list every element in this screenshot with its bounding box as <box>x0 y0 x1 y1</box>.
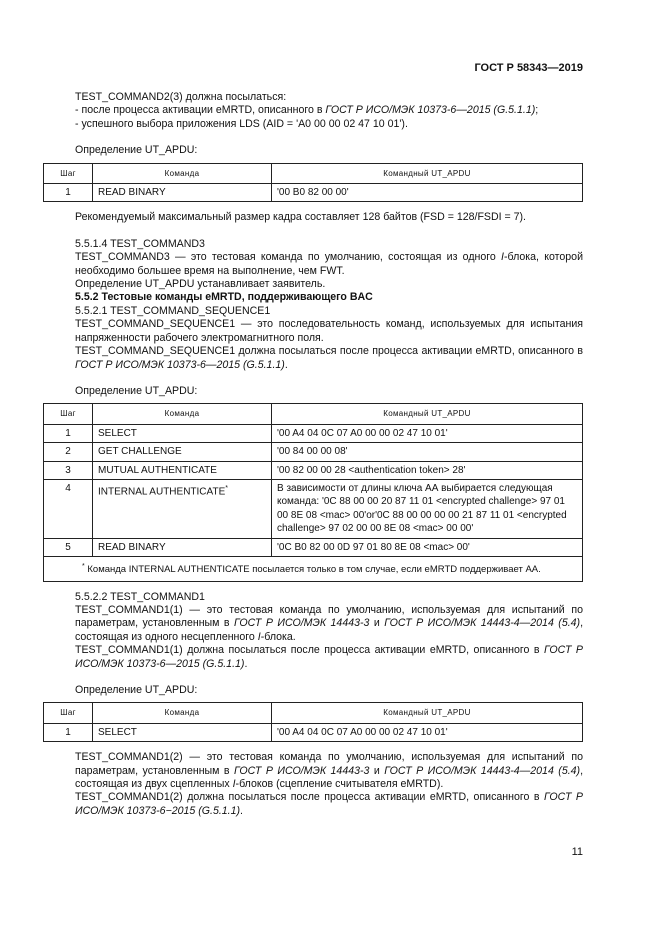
section-5521-para-1: TEST_COMMAND_SEQUENCE1 — это последовательность команд, используемых для испытания напряженности рабочего электромагнитного поля. <box>75 318 583 344</box>
table-footnote: * Команда INTERNAL AUTHENTICATE посылается только в том случае, если eMRTD поддерживает АА. <box>44 556 583 581</box>
apdu-definition-label: Определение UT_APDU: <box>75 384 198 397</box>
table-row: 4 INTERNAL AUTHENTICATE* В зависимости от длины ключа АА выбирается следующая команда: '0C 88 00 00 20 87 11 01 <encrypted challenge> 97 01 00 8E 08 <mac> 00'or'0C 88 00 00 00 00 21 87 11 01 <encrypted challenge> 97 02 00 00 8E 08 <mac> 00 00' <box>44 479 583 538</box>
intro-line-1: TEST_COMMAND2(3) должна посылаться: <box>75 91 287 103</box>
fsd-text: Рекомендуемый максимальный размер кадра составляет 128 байтов (FSD = 128/FSDI = 7). <box>75 211 527 224</box>
col-apdu-header: Командный UT_APDU <box>272 163 583 183</box>
col-apdu-header: Командный UT_APDU <box>272 404 583 424</box>
table-row: 3 MUTUAL AUTHENTICATE '00 82 00 00 28 <authentication token> 28' <box>44 461 583 479</box>
section-5522-para-1: TEST_COMMAND1(1) — это тестовая команда по умолчанию, используемая для испытаний по параметрам, установленным в ГОСТ Р ИСО/МЭК 14443-3 и ГОСТ Р ИСО/МЭК 14443-4—2014 (5.4), состоящая из одного несцепленного I-блока. <box>75 603 584 643</box>
col-command-header: Команда <box>93 703 272 723</box>
section-5514-title: 5.5.1.4 TEST_COMMAND3 <box>75 237 205 250</box>
intro-line-2: - после процесса активации eMRTD, описанного в ГОСТ Р ИСО/МЭК 10373-6—2015 (G.5.1.1); <box>75 104 539 117</box>
apdu-table-3 <box>43 702 583 742</box>
col-step-header: Шаг <box>44 703 93 723</box>
intro-line-3: - успешного выбора приложения LDS (AID = 'A0 00 00 02 47 10 01'). <box>75 117 408 130</box>
tc12-para-2: TEST_COMMAND1(2) должна посылаться после процесса активации eMRTD, описанного в ГОСТ Р ИСО/МЭК 10373-6−2015 (G.5.1.1). <box>75 791 583 817</box>
table-row: 5 READ BINARY '0C B0 82 00 0D 97 01 80 8E 08 <mac> 00' <box>44 538 583 556</box>
page-number: 11 <box>571 846 583 858</box>
apdu-table-1 <box>43 163 583 203</box>
table-row: 1 READ BINARY '00 B0 82 00 00' <box>44 184 583 202</box>
col-step-header: Шаг <box>44 404 93 424</box>
section-5521-title: 5.5.2.1 TEST_COMMAND_SEQUENCE1 <box>75 304 271 317</box>
document-body <box>60 91 584 818</box>
section-552-title: 5.5.2 Тестовые команды eMRTD, поддерживающего BAC <box>75 291 373 304</box>
apdu-definition-label: Определение UT_APDU: <box>75 144 198 157</box>
col-command-header: Команда <box>93 163 272 183</box>
section-5522-title: 5.5.2.2 TEST_COMMAND1 <box>75 590 205 603</box>
section-5514-para-1: TEST_COMMAND3 — это тестовая команда по умолчанию, состоящая из одного I-блока, которой необходимо большее время на выполнение, чем FWT. <box>75 251 583 277</box>
col-apdu-header: Командный UT_APDU <box>272 703 583 723</box>
section-5514-para-2: Определение UT_APDU устанавливает заявитель. <box>75 278 326 291</box>
section-5521-para-2: TEST_COMMAND_SEQUENCE1 должна посылаться после процесса активации eMRTD, описанного в ГОСТ Р ИСО/МЭК 10373-6—2015 (G.5.1.1). <box>75 345 583 371</box>
col-step-header: Шаг <box>44 163 93 183</box>
standard-header: ГОСТ Р 58343—2019 <box>474 62 583 74</box>
table-row: 2 GET CHALLENGE '00 84 00 00 08' <box>44 443 583 461</box>
tc12-para-1: TEST_COMMAND1(2) — это тестовая команда по умолчанию, используемая для испытаний по параметрам, установленным в ГОСТ Р ИСО/МЭК 14443-3 и ГОСТ Р ИСО/МЭК 14443-4—2014 (5.4), состоящая из двух сцепленных I-блоков (сцепление считывателя eMRTD). <box>75 751 584 790</box>
section-5522-para-2: TEST_COMMAND1(1) должна посылаться после процесса активации eMRTD, описанного в ГОСТ Р ИСО/МЭК 10373-6—2015 (G.5.1.1). <box>75 644 583 670</box>
table-row: 1 SELECT '00 A4 04 0C 07 A0 00 00 02 47 10 01' <box>44 723 583 741</box>
table-row: 1 SELECT '00 A4 04 0C 07 A0 00 00 02 47 10 01' <box>44 424 583 442</box>
apdu-table-2 <box>43 403 583 581</box>
col-command-header: Команда <box>93 404 272 424</box>
apdu-definition-label: Определение UT_APDU: <box>75 683 198 696</box>
